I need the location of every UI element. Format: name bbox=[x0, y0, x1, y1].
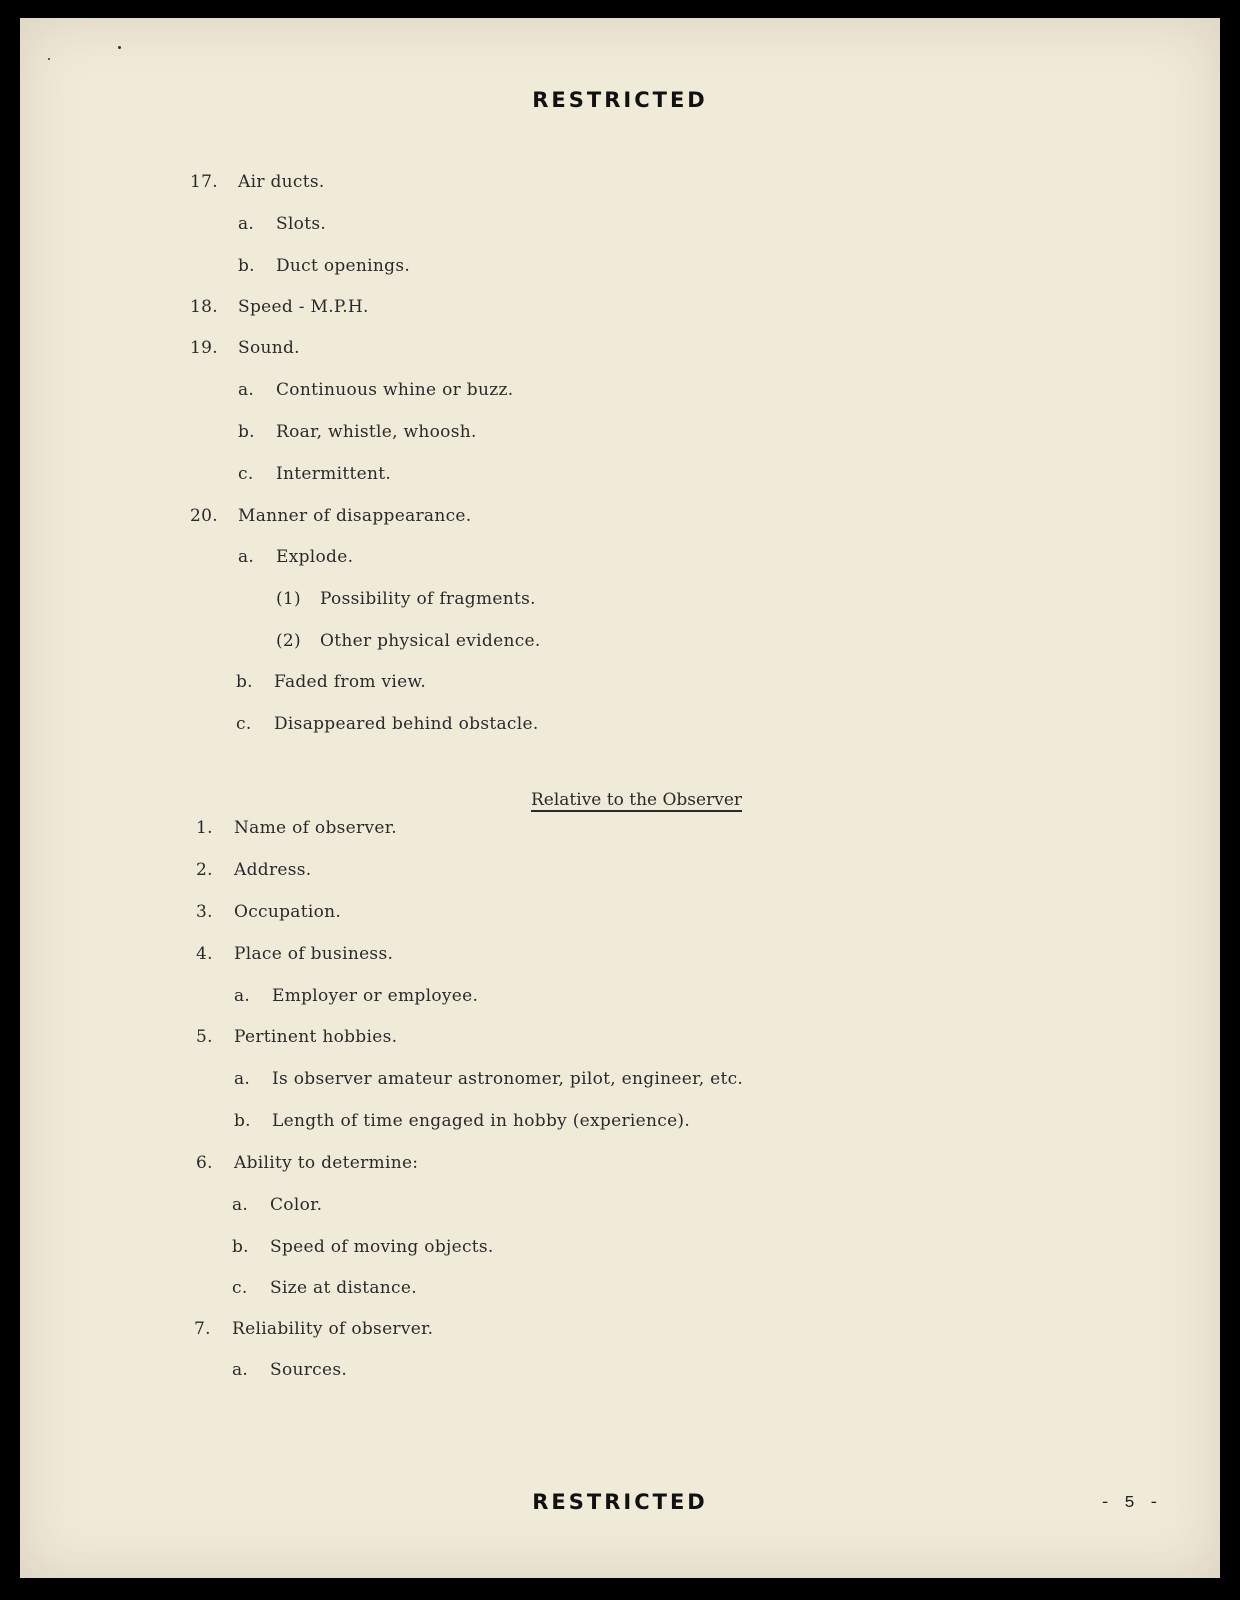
item-text: Other physical evidence. bbox=[320, 631, 541, 651]
list-item bbox=[238, 422, 477, 442]
item-text: Length of time engaged in hobby (experience). bbox=[272, 1111, 691, 1131]
list-item bbox=[238, 214, 326, 234]
item-text: Air ducts. bbox=[238, 172, 325, 192]
item-text: Is observer amateur astronomer, pilot, engineer, etc. bbox=[272, 1069, 744, 1089]
item-text: Intermittent. bbox=[276, 464, 392, 484]
section-heading: Relative to the Observer bbox=[531, 790, 743, 810]
list-item bbox=[238, 380, 513, 400]
list-item bbox=[232, 1195, 322, 1215]
item-number: a. bbox=[234, 1069, 251, 1089]
item-number: a. bbox=[234, 986, 251, 1006]
item-number: 1. bbox=[196, 818, 213, 838]
item-text: Speed - M.P.H. bbox=[238, 297, 369, 317]
list-item bbox=[196, 860, 311, 880]
item-number: a. bbox=[232, 1360, 249, 1380]
item-number: b. bbox=[238, 256, 255, 276]
item-number: (1) bbox=[276, 589, 301, 609]
list-item bbox=[232, 1237, 494, 1257]
item-number: 17. bbox=[190, 172, 218, 192]
item-number: b. bbox=[232, 1237, 249, 1257]
item-text: Sound. bbox=[238, 338, 300, 358]
item-number: a. bbox=[238, 214, 255, 234]
document-page bbox=[20, 18, 1220, 1578]
list-item bbox=[276, 589, 536, 609]
list-item bbox=[232, 1278, 417, 1298]
list-item bbox=[236, 672, 426, 692]
list-item bbox=[190, 338, 300, 358]
list-item bbox=[196, 944, 393, 964]
item-text: Explode. bbox=[276, 547, 354, 567]
list-item bbox=[196, 1027, 397, 1047]
item-number: c. bbox=[238, 464, 254, 484]
header-classification: RESTRICTED bbox=[532, 88, 708, 112]
item-text: Employer or employee. bbox=[272, 986, 479, 1006]
list-item bbox=[194, 1319, 433, 1339]
list-item bbox=[234, 986, 478, 1006]
item-number: 3. bbox=[196, 902, 213, 922]
list-item bbox=[238, 547, 353, 567]
item-number: a. bbox=[238, 380, 255, 400]
item-number: c. bbox=[232, 1278, 248, 1298]
item-text: Ability to determine: bbox=[234, 1153, 419, 1173]
item-number: (2) bbox=[276, 631, 301, 651]
item-text: Manner of disappearance. bbox=[238, 506, 472, 526]
list-item bbox=[190, 297, 369, 317]
item-text: Place of business. bbox=[234, 944, 394, 964]
item-text: Faded from view. bbox=[274, 672, 427, 692]
item-number: 4. bbox=[196, 944, 213, 964]
item-number: b. bbox=[238, 422, 255, 442]
list-item bbox=[234, 1069, 743, 1089]
item-number: 19. bbox=[190, 338, 218, 358]
item-text: Continuous whine or buzz. bbox=[276, 380, 514, 400]
item-text: Address. bbox=[234, 860, 312, 880]
list-item bbox=[238, 464, 391, 484]
paper-speck bbox=[118, 46, 121, 49]
item-text: Reliability of observer. bbox=[232, 1319, 434, 1339]
list-item bbox=[232, 1360, 347, 1380]
list-item bbox=[196, 902, 341, 922]
item-number: 18. bbox=[190, 297, 218, 317]
list-item bbox=[236, 714, 539, 734]
page-number: - 5 - bbox=[1100, 1494, 1162, 1513]
footer-classification: RESTRICTED bbox=[532, 1490, 708, 1514]
item-number: c. bbox=[236, 714, 252, 734]
item-number: 6. bbox=[196, 1153, 213, 1173]
list-item bbox=[190, 506, 472, 526]
list-item bbox=[234, 1111, 690, 1131]
item-text: Roar, whistle, whoosh. bbox=[276, 422, 477, 442]
item-text: Possibility of fragments. bbox=[320, 589, 536, 609]
paper-speck bbox=[48, 58, 50, 60]
item-number: a. bbox=[238, 547, 255, 567]
item-number: 5. bbox=[196, 1027, 213, 1047]
item-text: Sources. bbox=[270, 1360, 348, 1380]
item-number: a. bbox=[232, 1195, 249, 1215]
item-number: 2. bbox=[196, 860, 213, 880]
item-text: Name of observer. bbox=[234, 818, 397, 838]
item-text: Disappeared behind obstacle. bbox=[274, 714, 539, 734]
item-text: Size at distance. bbox=[270, 1278, 417, 1298]
item-text: Color. bbox=[270, 1195, 323, 1215]
list-item bbox=[238, 256, 410, 276]
list-item bbox=[196, 1153, 418, 1173]
item-number: 20. bbox=[190, 506, 218, 526]
item-number: 7. bbox=[194, 1319, 211, 1339]
list-item bbox=[276, 631, 541, 651]
item-text: Duct openings. bbox=[276, 256, 411, 276]
item-number: b. bbox=[236, 672, 253, 692]
item-text: Pertinent hobbies. bbox=[234, 1027, 398, 1047]
item-text: Slots. bbox=[276, 214, 327, 234]
item-text: Speed of moving objects. bbox=[270, 1237, 494, 1257]
item-number: b. bbox=[234, 1111, 251, 1131]
list-item bbox=[196, 818, 397, 838]
list-item bbox=[190, 172, 325, 192]
item-text: Occupation. bbox=[234, 902, 342, 922]
